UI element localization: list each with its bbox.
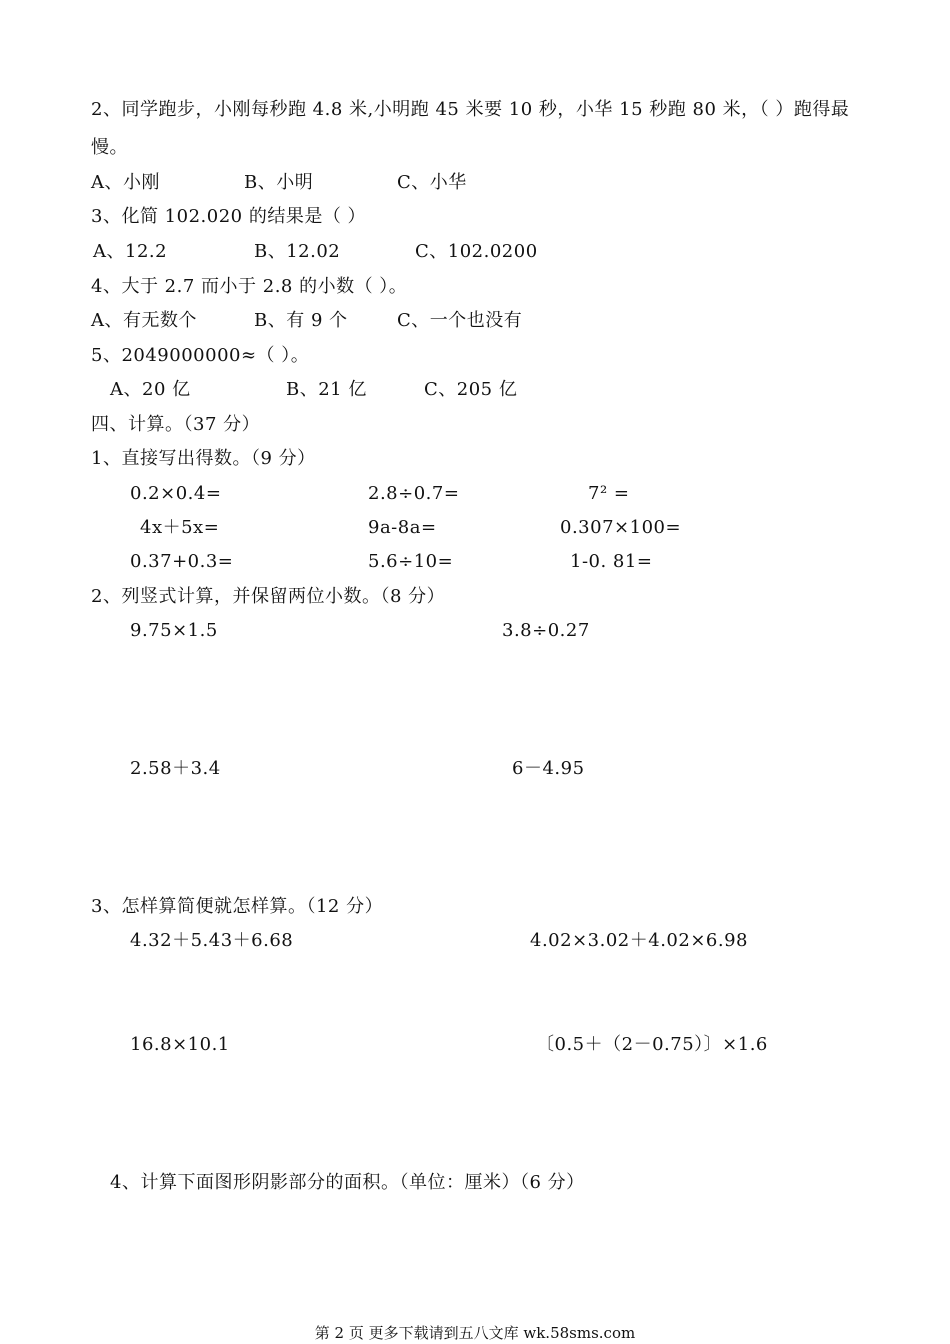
part-2-title: 2、列竖式计算，并保留两位小数。（8 分） [91, 586, 446, 607]
q3-option-a: A、12.2 [93, 241, 168, 262]
oral-calc-item: 0.307×100= [560, 517, 682, 538]
oral-calc-item: 0.37+0.3= [130, 551, 234, 572]
simplify-calc-item: 4.02×3.02＋4.02×6.98 [530, 930, 748, 951]
q4-option-c: C、一个也没有 [397, 310, 523, 331]
q2-option-a: A、小刚 [91, 172, 160, 193]
vertical-calc-item: 2.58＋3.4 [130, 758, 221, 779]
oral-calc-item: 4x＋5x= [140, 517, 220, 538]
simplify-calc-item: 4.32＋5.43＋6.68 [130, 930, 294, 951]
q4-option-b: B、有 9 个 [254, 310, 348, 331]
part-4-title: 4、计算下面图形阴影部分的面积。（单位：厘米）（6 分） [110, 1172, 585, 1193]
q2-option-b: B、小明 [244, 172, 314, 193]
simplify-calc-item: 16.8×10.1 [130, 1034, 230, 1055]
page-footer: 第 2 页 更多下载请到五八文库 wk.58sms.com [314, 1324, 636, 1342]
section-4-title: 四、计算。（37 分） [91, 414, 261, 435]
q2-stem-line1: 2、同学跑步，小刚每秒跑 4.8 米,小明跑 45 米要 10 秒，小华 15 秒跑 80 米，（ ）跑得最 [91, 99, 850, 120]
q4-stem: 4、大于 2.7 而小于 2.8 的小数（ ）。 [91, 276, 408, 297]
oral-calc-item: 1-0. 81= [570, 551, 653, 572]
q4-option-a: A、有无数个 [91, 310, 197, 331]
q5-option-a: A、20 亿 [110, 379, 191, 400]
q3-stem: 3、化简 102.020 的结果是（ ） [91, 206, 367, 227]
part-1-title: 1、直接写出得数。（9 分） [91, 448, 316, 469]
q2-option-c: C、小华 [397, 172, 467, 193]
q2-stem-line2: 慢。 [91, 137, 128, 158]
vertical-calc-item: 9.75×1.5 [130, 620, 218, 641]
oral-calc-item: 2.8÷0.7= [368, 483, 460, 504]
oral-calc-item: 9a-8a= [368, 517, 437, 538]
oral-calc-item: 0.2×0.4= [130, 483, 222, 504]
q5-option-c: C、205 亿 [424, 379, 518, 400]
q3-option-b: B、12.02 [254, 241, 341, 262]
part-3-title: 3、怎样算简便就怎样算。（12 分） [91, 896, 384, 917]
vertical-calc-item: 6－4.95 [512, 758, 585, 779]
oral-calc-item: 5.6÷10= [368, 551, 454, 572]
vertical-calc-item: 3.8÷0.27 [502, 620, 590, 641]
simplify-calc-item: 〔0.5＋（2－0.75）〕×1.6 [536, 1034, 768, 1055]
oral-calc-item: 7² = [588, 483, 630, 504]
q5-option-b: B、21 亿 [286, 379, 367, 400]
q5-stem: 5、2049000000≈（ ）。 [91, 345, 310, 366]
q3-option-c: C、102.0200 [415, 241, 538, 262]
